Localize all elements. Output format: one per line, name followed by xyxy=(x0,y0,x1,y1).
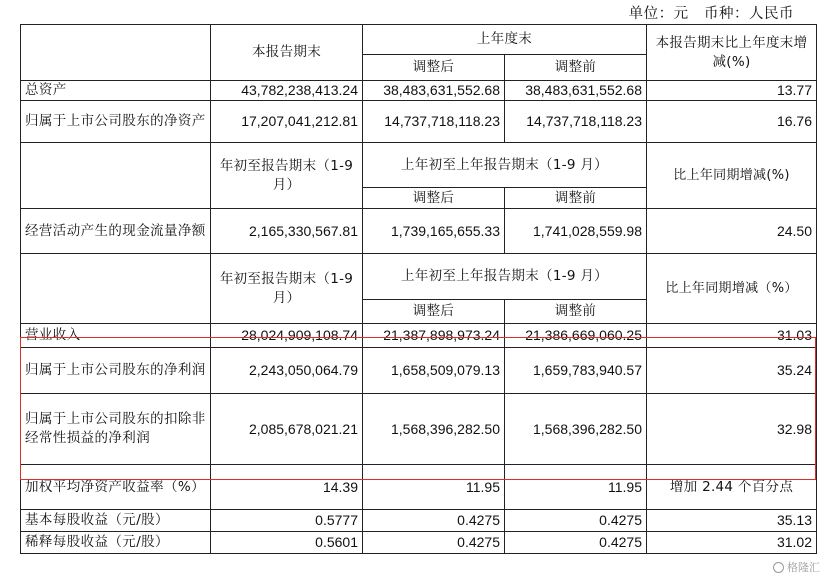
cell-before: 1,741,028,559.98 xyxy=(505,209,647,254)
blank-header-cell xyxy=(21,143,211,209)
cell-adjusted: 0.4275 xyxy=(363,532,505,554)
watermark xyxy=(773,559,820,575)
header-last-year-ytd: 上年初至上年报告期末（1-9 月） xyxy=(363,254,647,300)
header-last-year-ytd: 上年初至上年报告期末（1-9 月） xyxy=(363,143,647,188)
watermark-text: 格隆汇 xyxy=(787,561,820,574)
header-before-adjustment: 调整前 xyxy=(505,55,647,81)
cell-change: 35.13 xyxy=(647,510,817,532)
header-adjusted: 调整后 xyxy=(363,188,505,209)
cell-before: 0.4275 xyxy=(505,510,647,532)
cell-before: 1,659,783,940.57 xyxy=(505,348,647,394)
cell-change: 增加 2.44 个百分点 xyxy=(647,465,817,510)
cell-adjusted: 11.95 xyxy=(363,465,505,510)
cell-change: 35.24 xyxy=(647,348,817,394)
row-label: 归属于上市公司股东的净利润 xyxy=(21,348,211,394)
table-row xyxy=(21,394,817,465)
cell-current: 2,165,330,567.81 xyxy=(211,209,363,254)
header-before-adjustment: 调整前 xyxy=(505,300,647,324)
income-header-row xyxy=(21,254,817,300)
header-ytd: 年初至报告期末（1-9 月） xyxy=(211,254,363,324)
row-label: 经营活动产生的现金流量净额 xyxy=(21,209,211,254)
balance-header-row xyxy=(21,25,817,55)
blank-header-cell xyxy=(21,254,211,324)
header-last-year-end: 上年度末 xyxy=(363,25,647,55)
cell-current: 28,024,909,108.74 xyxy=(211,324,363,348)
cell-adjusted: 14,737,718,118.23 xyxy=(363,101,505,143)
cell-change: 13.77 xyxy=(647,81,817,101)
blank-header-cell xyxy=(21,25,211,81)
cell-change: 31.03 xyxy=(647,324,817,348)
cell-current: 17,207,041,212.81 xyxy=(211,101,363,143)
cell-before: 0.4275 xyxy=(505,532,647,554)
cell-before: 1,568,396,282.50 xyxy=(505,394,647,465)
header-change-vs-last-year-end: 本报告期末比上年度末增减(%) xyxy=(647,25,817,81)
cell-current: 2,085,678,021.21 xyxy=(211,394,363,465)
header-before-adjustment: 调整前 xyxy=(505,188,647,209)
cell-adjusted: 1,568,396,282.50 xyxy=(363,394,505,465)
header-change-vs-last-year: 比上年同期增减（%） xyxy=(647,254,817,324)
table-row xyxy=(21,532,817,554)
header-adjusted: 调整后 xyxy=(363,55,505,81)
table-row xyxy=(21,101,817,143)
financial-data-table xyxy=(20,24,817,554)
cell-before: 38,483,631,552.68 xyxy=(505,81,647,101)
cell-current: 0.5777 xyxy=(211,510,363,532)
cell-change: 24.50 xyxy=(647,209,817,254)
cell-current: 43,782,238,413.24 xyxy=(211,81,363,101)
header-ytd: 年初至报告期末（1-9 月） xyxy=(211,143,363,209)
row-label: 基本每股收益（元/股） xyxy=(21,510,211,532)
table-row xyxy=(21,348,817,394)
cell-before: 14,737,718,118.23 xyxy=(505,101,647,143)
row-label: 稀释每股收益（元/股） xyxy=(21,532,211,554)
header-current-period-end: 本报告期末 xyxy=(211,25,363,81)
row-label: 营业收入 xyxy=(21,324,211,348)
cell-change: 16.76 xyxy=(647,101,817,143)
cell-adjusted: 1,658,509,079.13 xyxy=(363,348,505,394)
row-label: 加权平均净资产收益率（%） xyxy=(21,465,211,510)
cell-current: 0.5601 xyxy=(211,532,363,554)
watermark-logo-icon xyxy=(773,562,784,573)
cell-current: 2,243,050,064.79 xyxy=(211,348,363,394)
cell-before: 11.95 xyxy=(505,465,647,510)
cell-change: 31.02 xyxy=(647,532,817,554)
unit-currency-line: 单位：元 币种：人民币 xyxy=(628,6,794,22)
cell-current: 14.39 xyxy=(211,465,363,510)
row-label: 总资产 xyxy=(21,81,211,101)
table-row xyxy=(21,510,817,532)
cell-adjusted: 38,483,631,552.68 xyxy=(363,81,505,101)
cashflow-header-row xyxy=(21,143,817,188)
cell-change: 32.98 xyxy=(647,394,817,465)
header-adjusted: 调整后 xyxy=(363,300,505,324)
cell-adjusted: 21,387,898,973.24 xyxy=(363,324,505,348)
table-row xyxy=(21,81,817,101)
cell-adjusted: 0.4275 xyxy=(363,510,505,532)
header-change-vs-last-year: 比上年同期增减(%) xyxy=(647,143,817,209)
table-row xyxy=(21,465,817,510)
cell-adjusted: 1,739,165,655.33 xyxy=(363,209,505,254)
table-row xyxy=(21,324,817,348)
table-row xyxy=(21,209,817,254)
cell-before: 21,386,669,060.25 xyxy=(505,324,647,348)
row-label: 归属于上市公司股东的净资产 xyxy=(21,101,211,143)
row-label: 归属于上市公司股东的扣除非经常性损益的净利润 xyxy=(21,394,211,465)
